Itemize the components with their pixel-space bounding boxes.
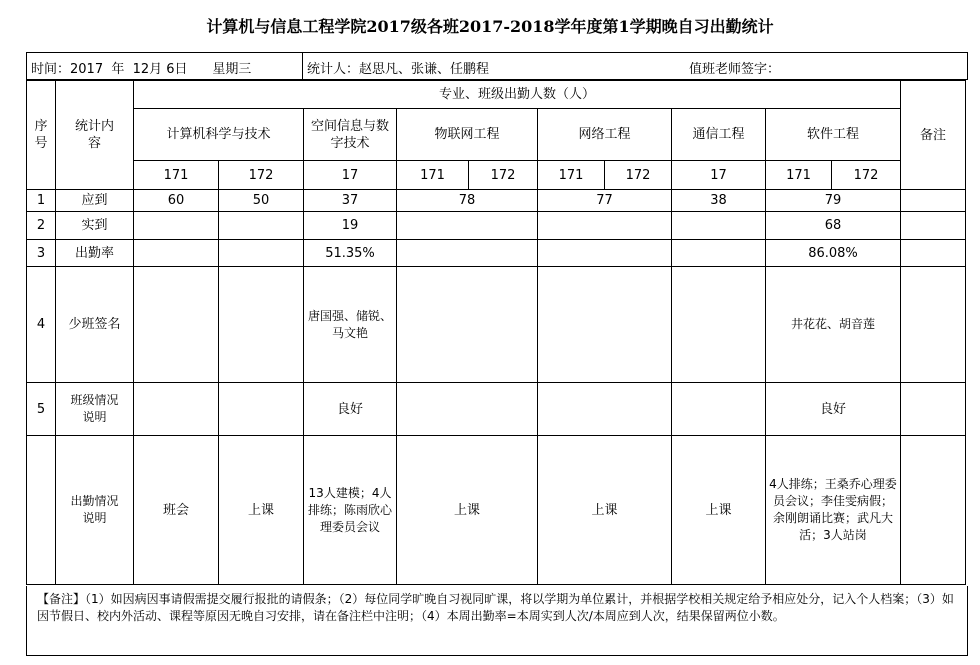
cell: 51.35% xyxy=(304,240,397,267)
info-bar xyxy=(26,52,968,80)
major-iot: 物联网工程 xyxy=(397,109,538,161)
page-title: 计算机与信息工程学院2017级各班2017-2018学年度第1学期晚自习出勤统计 xyxy=(206,17,774,36)
stats-people-field: 统计人：赵思凡、张谦、任鹏程 xyxy=(307,62,490,77)
cell: 良好 xyxy=(766,383,901,436)
row-number: 3 xyxy=(27,240,56,267)
cell: 79 xyxy=(766,190,901,212)
class-net-172: 172 xyxy=(605,161,672,190)
cell xyxy=(397,383,538,436)
cell: 77 xyxy=(538,190,672,212)
cell xyxy=(672,212,766,240)
cell xyxy=(134,383,219,436)
row-number: 5 xyxy=(27,383,56,436)
cell xyxy=(219,383,304,436)
major-software: 软件工程 xyxy=(766,109,901,161)
major-spatial: 空间信息与数字技术 xyxy=(304,109,397,161)
cell xyxy=(538,267,672,383)
cell: 良好 xyxy=(304,383,397,436)
footnote: 【备注】（1）如因病因事请假需提交履行报批的请假条；（2）每位同学旷晚自习视同旷课，将以学期为单位累计，并根据学校相关规定给予相应处分，记入个人档案；（3）如因节假日、校内外活动、课程等原因无晚自习安排，请在备注栏中注明；（4）本周出勤率=本周实到人次/本周应到人次，结果保留两位小数。 xyxy=(26,586,968,656)
header-row-group xyxy=(27,81,966,109)
date-field: 时间：2017 年 12月 6日 星期三 xyxy=(31,62,252,77)
cell xyxy=(219,240,304,267)
cell xyxy=(219,267,304,383)
row-label: 应到 xyxy=(56,190,134,212)
row-number: 4 xyxy=(27,267,56,383)
table-row xyxy=(27,383,966,436)
cell: 唐国强、储锐、马文艳 xyxy=(304,267,397,383)
major-network: 网络工程 xyxy=(538,109,672,161)
row-number xyxy=(27,436,56,585)
seq-header: 序号 xyxy=(27,81,56,190)
cell xyxy=(901,436,966,585)
cell: 37 xyxy=(304,190,397,212)
cell: 50 xyxy=(219,190,304,212)
cell: 井花花、胡音莲 xyxy=(766,267,901,383)
cell: 68 xyxy=(766,212,901,240)
content-header: 统计内容 xyxy=(56,81,134,190)
cell: 4人排练；王桑乔心理委员会议；李佳雯病假；余刚朗诵比赛；武凡大活；3人站岗 xyxy=(766,436,901,585)
cell xyxy=(397,240,538,267)
header-row-classes xyxy=(27,161,966,190)
class-cs-172: 172 xyxy=(219,161,304,190)
cell: 19 xyxy=(304,212,397,240)
cell: 上课 xyxy=(672,436,766,585)
group-title: 专业、班级出勤人数（人） xyxy=(134,81,901,109)
cell xyxy=(901,190,966,212)
cell: 86.08% xyxy=(766,240,901,267)
cell xyxy=(672,267,766,383)
row-number: 2 xyxy=(27,212,56,240)
major-telecom: 通信工程 xyxy=(672,109,766,161)
header-row-majors xyxy=(27,109,966,161)
cell: 78 xyxy=(397,190,538,212)
remarks-header: 备注 xyxy=(901,81,966,190)
cell xyxy=(901,240,966,267)
cell xyxy=(672,383,766,436)
cell xyxy=(397,267,538,383)
cell: 38 xyxy=(672,190,766,212)
cell xyxy=(901,267,966,383)
cell xyxy=(397,212,538,240)
cell xyxy=(538,240,672,267)
class-sp-17: 17 xyxy=(304,161,397,190)
row-label: 班级情况说明 xyxy=(56,383,134,436)
class-net-171: 171 xyxy=(538,161,605,190)
class-iot-172: 172 xyxy=(469,161,538,190)
cell xyxy=(219,212,304,240)
cell: 60 xyxy=(134,190,219,212)
row-label: 出勤情况说明 xyxy=(56,436,134,585)
class-iot-171: 171 xyxy=(397,161,469,190)
cell xyxy=(134,240,219,267)
cell xyxy=(538,383,672,436)
class-sw-171: 171 xyxy=(766,161,832,190)
cell: 上课 xyxy=(538,436,672,585)
cell: 上课 xyxy=(219,436,304,585)
class-cs-171: 171 xyxy=(134,161,219,190)
major-cs: 计算机科学与技术 xyxy=(134,109,304,161)
cell xyxy=(901,212,966,240)
cell: 13人建模；4人排练；陈雨欣心理委员会议 xyxy=(304,436,397,585)
row-label: 出勤率 xyxy=(56,240,134,267)
table-row xyxy=(27,267,966,383)
cell: 班会 xyxy=(134,436,219,585)
cell xyxy=(901,383,966,436)
table-row xyxy=(27,436,966,585)
table-row xyxy=(27,212,966,240)
cell xyxy=(134,267,219,383)
table-row xyxy=(27,190,966,212)
cell xyxy=(134,212,219,240)
row-label: 实到 xyxy=(56,212,134,240)
table-row xyxy=(27,240,966,267)
class-tel-17: 17 xyxy=(672,161,766,190)
cell: 上课 xyxy=(397,436,538,585)
cell xyxy=(538,212,672,240)
teacher-sign-field: 值班老师签字： xyxy=(689,62,781,77)
row-label: 少班签名 xyxy=(56,267,134,383)
row-number: 1 xyxy=(27,190,56,212)
attendance-table xyxy=(26,80,966,585)
cell xyxy=(672,240,766,267)
class-sw-172: 172 xyxy=(832,161,901,190)
